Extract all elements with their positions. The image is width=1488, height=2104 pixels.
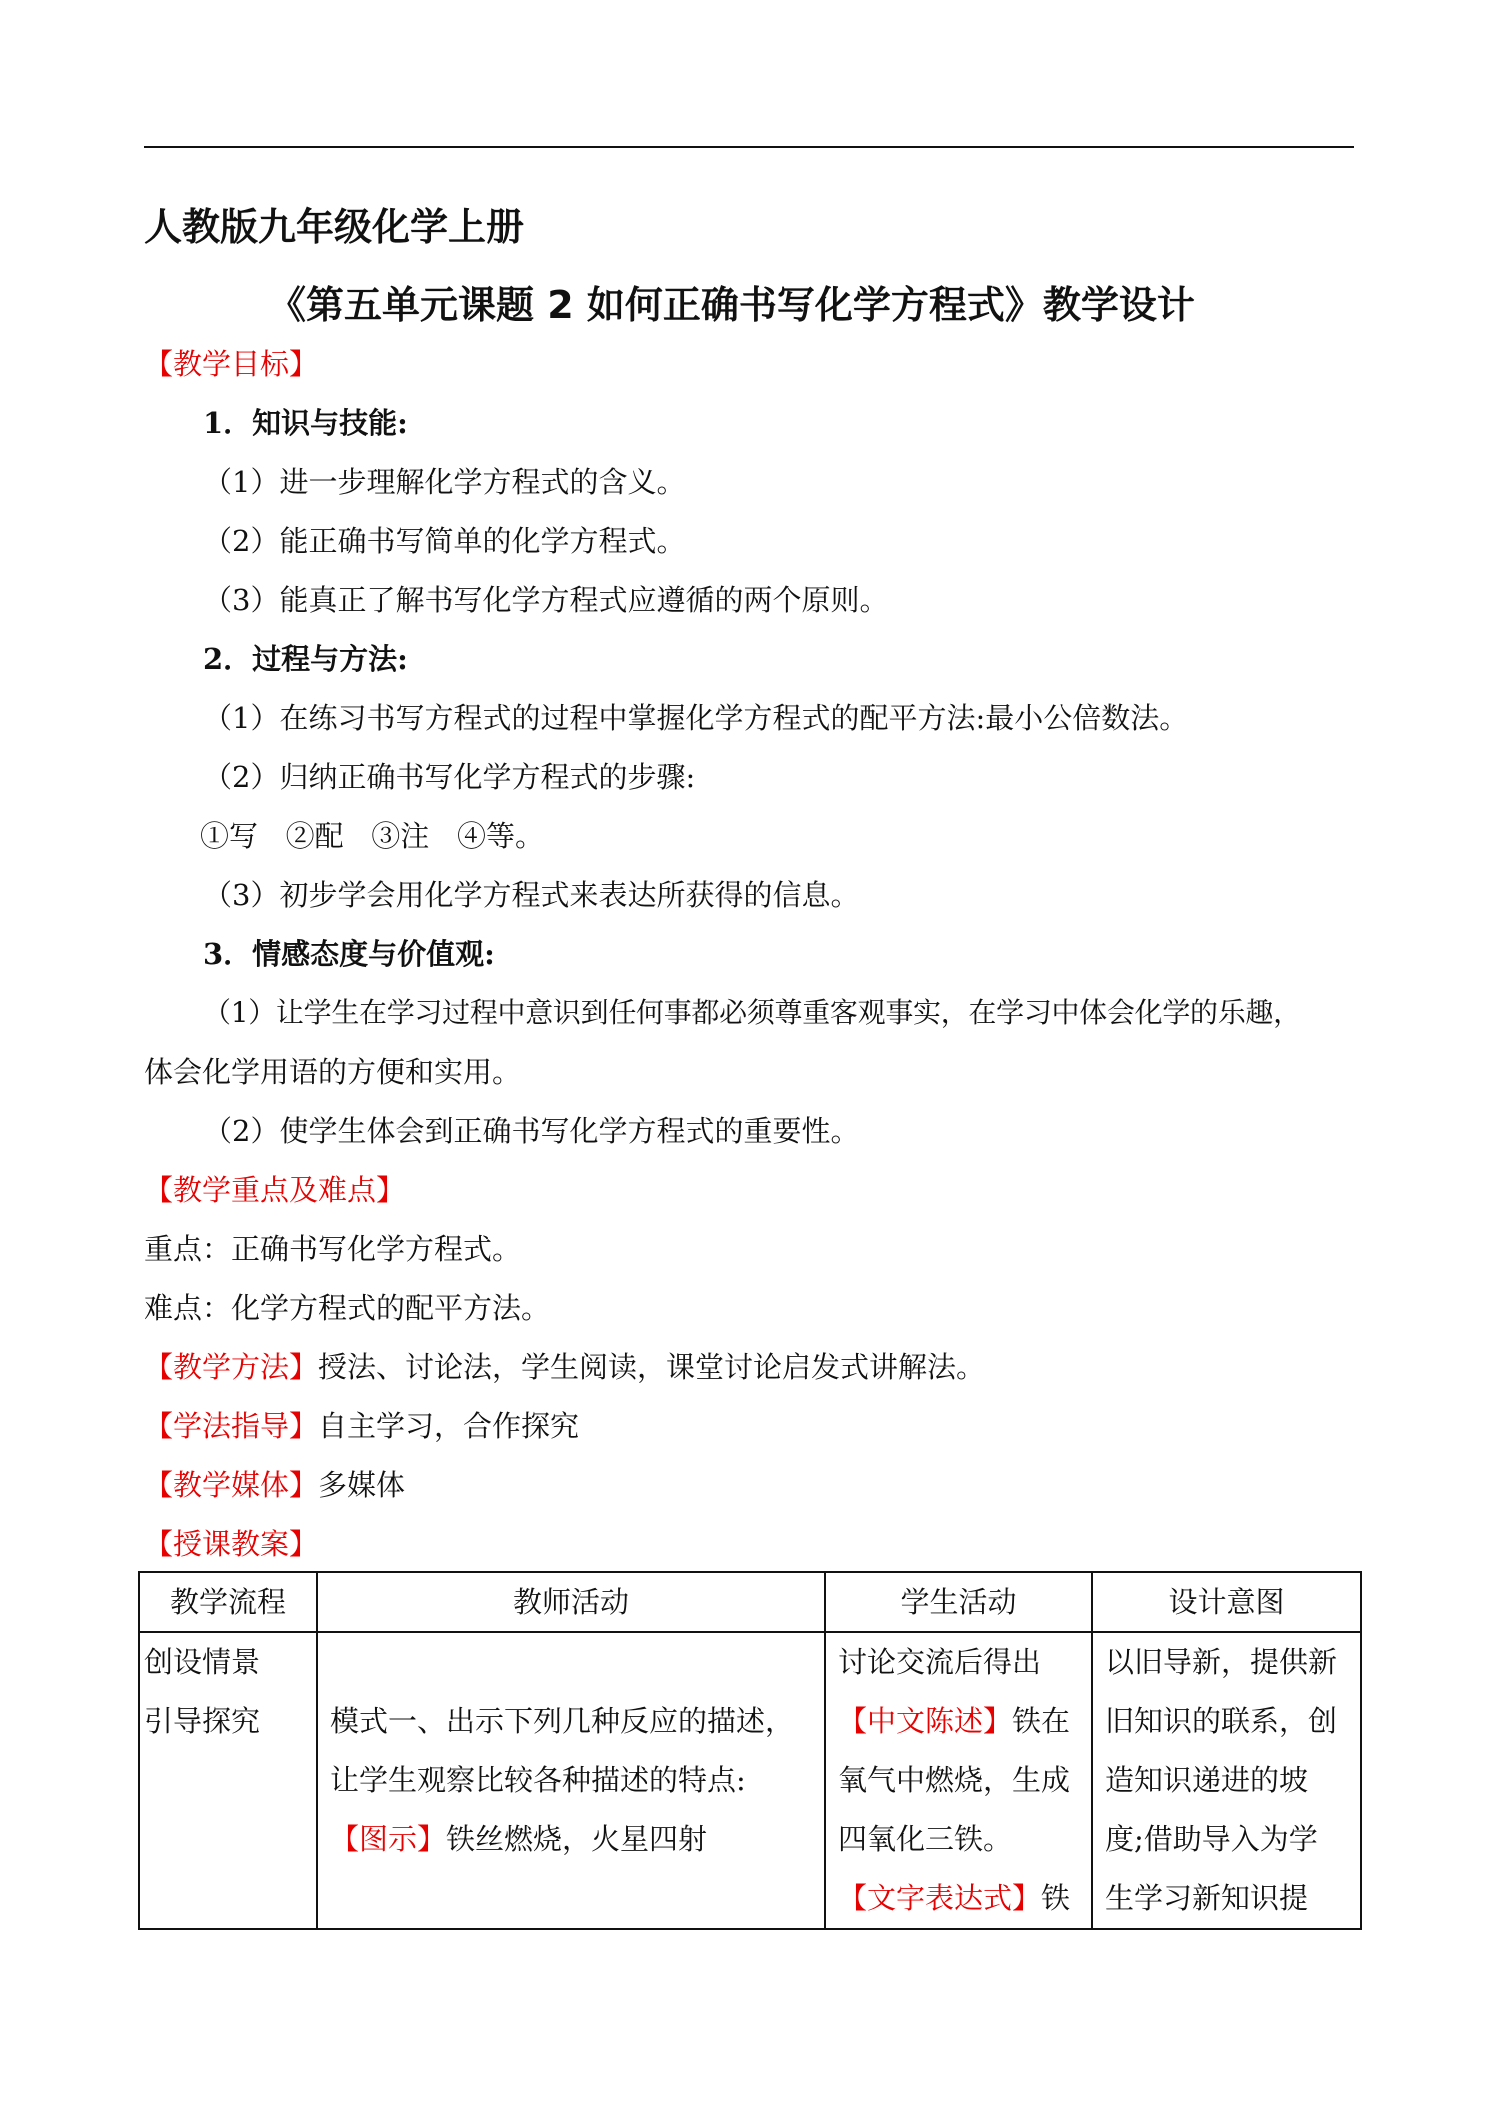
- intent-line-1: 以旧导新，提供新: [1105, 1645, 1338, 1679]
- emotion-item-1-cont: 体会化学用语的方便和实用。: [144, 1055, 522, 1089]
- document-subtitle: 《第五单元课题 2 如何正确书写化学方程式》教学设计: [268, 283, 1195, 327]
- section-objectives: 【教学目标】: [144, 347, 319, 381]
- flow-line-2: 引导探究: [144, 1704, 261, 1738]
- process-item-3: （3）初步学会用化学方程式来表达所获得的信息。: [203, 878, 860, 912]
- emotion-item-2: （2）使学生体会到正确书写化学方程式的重要性。: [203, 1114, 860, 1148]
- emotion-item-1: （1）让学生在学习过程中意识到任何事都必须尊重客观事实，在学习中体会化学的乐趣，: [203, 996, 1301, 1029]
- section-lesson-plan: 【授课教案】: [144, 1527, 319, 1561]
- study-label: 【学法指导】: [144, 1409, 319, 1443]
- intent-line-2: 旧知识的联系，创: [1105, 1704, 1338, 1738]
- table-header-row: [139, 1572, 1361, 1632]
- header-intent: 设计意图: [1092, 1572, 1361, 1632]
- cell-flow: [139, 1632, 317, 1929]
- student-tag-1-text: 铁在: [1012, 1704, 1071, 1738]
- media-text: 多媒体: [318, 1468, 406, 1502]
- flow-line-1: 创设情景: [144, 1645, 261, 1679]
- student-line-1: 讨论交流后得出: [838, 1645, 1042, 1679]
- intent-line-3: 造知识递进的坡: [1105, 1763, 1309, 1797]
- header-flow: 教学流程: [139, 1572, 317, 1632]
- student-line-4: 四氧化三铁。: [838, 1822, 1013, 1856]
- method-label: 【教学方法】: [144, 1350, 319, 1384]
- student-line-2: [838, 1692, 1079, 1751]
- knowledge-item-1: （1）进一步理解化学方程式的含义。: [203, 465, 686, 499]
- heading-process: 2．过程与方法:: [203, 642, 408, 676]
- header-rule: [144, 146, 1354, 148]
- media-label: 【教学媒体】: [144, 1468, 319, 1502]
- header-teacher: 教师活动: [317, 1572, 825, 1632]
- cell-intent: [1092, 1632, 1361, 1929]
- process-item-1: （1）在练习书写方程式的过程中掌握化学方程式的配平方法:最小公倍数法。: [203, 701, 1189, 735]
- header-student: 学生活动: [825, 1572, 1092, 1632]
- study-text: 自主学习，合作探究: [318, 1409, 580, 1443]
- student-tag-2-text: 铁: [1041, 1881, 1071, 1915]
- teacher-tag: 【图示】: [330, 1822, 447, 1856]
- teacher-line-2: 让学生观察比较各种描述的特点:: [330, 1763, 746, 1797]
- student-line-5: [838, 1869, 1079, 1928]
- heading-knowledge: 1．知识与技能:: [203, 406, 408, 440]
- process-item-2: （2）归纳正确书写化学方程式的步骤:: [203, 760, 696, 794]
- method-text: 授法、讨论法，学生阅读，课堂讨论启发式讲解法。: [318, 1350, 986, 1384]
- student-line-3: 氧气中燃烧，生成: [838, 1763, 1071, 1797]
- knowledge-item-2: （2）能正确书写简单的化学方程式。: [203, 524, 686, 558]
- section-key-points: 【教学重点及难点】: [144, 1173, 406, 1207]
- cell-student: [825, 1632, 1092, 1929]
- teacher-line-1: 模式一、出示下列几种反应的描述，: [330, 1704, 795, 1738]
- table-row: [139, 1632, 1361, 1929]
- study-guidance: [144, 1406, 579, 1446]
- intent-line-5: 生学习新知识提: [1105, 1881, 1309, 1915]
- heading-emotion: 3．情感态度与价值观:: [203, 937, 495, 971]
- teacher-tag-text: 铁丝燃烧，火星四射: [446, 1822, 708, 1856]
- lesson-plan-table: [138, 1571, 1362, 1930]
- teaching-media: [144, 1465, 405, 1505]
- key-focus: 重点：正确书写化学方程式。: [144, 1232, 522, 1266]
- student-tag-2: 【文字表达式】: [838, 1881, 1042, 1915]
- cell-teacher: [317, 1632, 825, 1929]
- knowledge-item-3: （3）能真正了解书写化学方程式应遵循的两个原则。: [203, 583, 889, 617]
- student-tag-1: 【中文陈述】: [838, 1704, 1013, 1738]
- process-steps: ①写 ②配 ③注 ④等。: [200, 819, 544, 853]
- teacher-line-3: [330, 1810, 812, 1869]
- teaching-method: [144, 1347, 985, 1387]
- intent-line-4: 度;借助导入为学: [1105, 1822, 1318, 1856]
- key-difficulty: 难点：化学方程式的配平方法。: [144, 1291, 551, 1325]
- teacher-blank: [330, 1633, 812, 1692]
- document-title: 人教版九年级化学上册: [144, 205, 525, 249]
